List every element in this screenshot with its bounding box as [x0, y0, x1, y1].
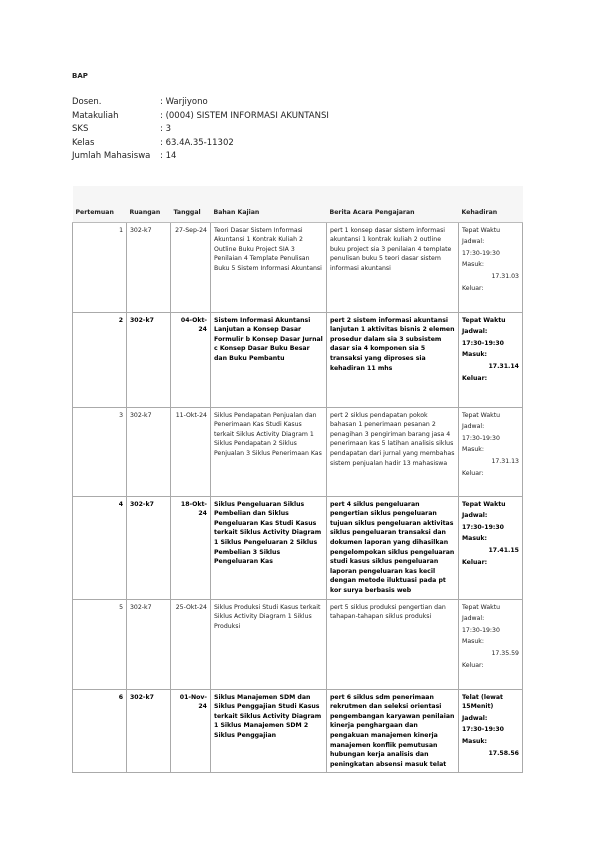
cell-bahan-kajian: Siklus Manajemen SDM dan Siklus Penggajian Studi Kasus terkait Siklus Activity Diagram 1 Siklus Manajemen SDM 2 Siklus Penggajian — [211, 689, 327, 773]
cell-berita-acara: pert 5 siklus produksi pengertian dan tahapan-tahapan siklus produksi — [327, 599, 459, 689]
cell-berita-acara: pert 2 siklus pendapatan pokok bahasan 1 penerimaan pesanan 2 penagihan 3 pengiriman barang jasa 4 penerimaan kas 5 latihan analisis siklus pendapatan dari jurnal yang membahas sistem penjualan hadir 13 mahasiswa — [327, 407, 459, 496]
checkin-label: Masuk: — [462, 351, 488, 359]
checkin-label: Masuk: — [462, 446, 484, 454]
schedule-label: Jadwal: — [462, 423, 485, 431]
cell-pertemuan: 5 — [73, 599, 127, 689]
cell-kehadiran — [459, 222, 523, 312]
attendance-status: Tepat Waktu — [462, 411, 501, 419]
cell-tanggal: 18-Okt-24 — [171, 496, 211, 599]
info-label: Jumlah Mahasiswa — [72, 151, 151, 162]
cell-bahan-kajian: Siklus Produksi Studi Kasus terkait Siklus Activity Diagram 1 Siklus Produksi — [211, 599, 327, 689]
schedule-time: 17:30-19:30 — [462, 626, 500, 634]
table-row — [73, 407, 523, 496]
cell-ruangan: 302-k7 — [127, 312, 171, 407]
info-row-matakuliah — [72, 110, 329, 124]
schedule-label: Jadwal: — [462, 328, 488, 336]
cell-pertemuan: 1 — [73, 222, 127, 312]
schedule-label: Jadwal: — [462, 615, 485, 623]
schedule-time: 17:30-19:30 — [462, 339, 504, 347]
schedule-label: Jadwal: — [462, 714, 488, 722]
schedule-time: 17:30-19:30 — [462, 249, 500, 257]
info-row-jumlah-mahasiswa — [72, 150, 329, 164]
cell-ruangan: 302-k7 — [127, 689, 171, 773]
table-header-row — [73, 186, 523, 222]
cell-tanggal: 11-Okt-24 — [171, 407, 211, 496]
checkout-label: Keluar: — [462, 469, 484, 477]
cell-pertemuan: 6 — [73, 689, 127, 773]
info-value: : 63.4A.35-11302 — [160, 137, 234, 148]
cell-pertemuan: 4 — [73, 496, 127, 599]
cell-bahan-kajian: Siklus Pengeluaran Siklus Pembelian dan Siklus Pengeluaran Kas Studi Kasus terkait Siklus Activity Diagram 1 Siklus Pengeluaran 2 Siklus Pembelian 3 Siklus Pengeluaran Kas — [211, 496, 327, 599]
cell-ruangan: 302-k7 — [127, 222, 171, 312]
cell-kehadiran — [459, 312, 523, 407]
checkin-label: Masuk: — [462, 261, 484, 269]
cell-bahan-kajian: Teori Dasar Sistem Informasi Akuntansi 1 Kontrak Kuliah 2 Outline Buku Project SIA 3 Penilaian 4 Template Penulisan Buku 5 Sistem Informasi Akuntansi — [211, 222, 327, 312]
cell-kehadiran — [459, 496, 523, 599]
attendance-status: Tepat Waktu — [462, 226, 501, 234]
cell-berita-acara: pert 2 sistem informasi akuntansi lanjutan 1 aktivitas bisnis 2 elemen prosedur dalam sia 3 subsistem dasar sia 4 komponen sia 5 transaksi yang diproses sia kehadiran 11 mhs — [327, 312, 459, 407]
checkout-label: Keluar: — [462, 284, 484, 292]
cell-tanggal: 04-Okt-24 — [171, 312, 211, 407]
table-row — [73, 599, 523, 689]
checkin-label: Masuk: — [462, 638, 484, 646]
checkin-time: 17.31.13 — [491, 457, 519, 465]
info-label: SKS — [72, 124, 89, 135]
cell-bahan-kajian: Siklus Pendapatan Penjualan dan Penerimaan Kas Studi Kasus terkait Siklus Activity Diagram 1 Siklus Pendapatan 2 Siklus Penjualan 3 Siklus Penerimaan Kas — [211, 407, 327, 496]
cell-tanggal: 01-Nov-24 — [171, 689, 211, 773]
cell-ruangan: 302-k7 — [127, 407, 171, 496]
cell-pertemuan: 2 — [73, 312, 127, 407]
table-row — [73, 496, 523, 599]
checkin-time: 17.31.03 — [491, 272, 519, 280]
col-header-pertemuan: Pertemuan — [73, 186, 127, 222]
info-label: Matakuliah — [72, 110, 119, 121]
checkin-time: 17.41.15 — [488, 546, 519, 554]
table-row — [73, 689, 523, 773]
attendance-table-container — [72, 186, 522, 773]
checkout-label: Keluar: — [462, 661, 484, 669]
info-row-sks — [72, 123, 329, 137]
col-header-berita-acara: Berita Acara Pengajaran — [327, 186, 459, 222]
table-row — [73, 312, 523, 407]
cell-berita-acara: pert 1 konsep dasar sistem informasi akuntansi 1 kontrak kuliah 2 outline buku project sia 3 penilaian 4 template penulisan buku 5 teori dasar sistem informasi akuntansi — [327, 222, 459, 312]
col-header-kehadiran: Kehadiran — [459, 186, 523, 222]
attendance-status: Tepat Waktu — [462, 603, 501, 611]
cell-berita-acara: pert 4 siklus pengeluaran pengertian siklus pengeluaran tujuan siklus pengeluaran aktivitas siklus pengeluaran transaksi dan dokumen laporan yang dihasilkan pengelompokan siklus pengeluaran studi kasus siklus pengeluaran laporan pengeluaran kas kecil dengan metode iluktuasi pada pt kor surya berbasis web — [327, 496, 459, 599]
checkin-label: Masuk: — [462, 737, 488, 745]
cell-kehadiran — [459, 599, 523, 689]
cell-kehadiran — [459, 689, 523, 773]
attendance-status: Telat (lewat 15Menit) — [462, 693, 503, 711]
cell-ruangan: 302-k7 — [127, 496, 171, 599]
info-label: Kelas — [72, 137, 95, 148]
cell-kehadiran — [459, 407, 523, 496]
checkin-time: 17.35.59 — [491, 649, 519, 657]
schedule-time: 17:30-19:30 — [462, 523, 504, 531]
cell-tanggal: 25-Okt-24 — [171, 599, 211, 689]
attendance-table — [72, 186, 523, 773]
table-body — [73, 222, 523, 773]
checkin-time: 17.31.14 — [488, 362, 519, 370]
checkin-label: Masuk: — [462, 535, 488, 543]
checkin-time: 17.58.56 — [488, 749, 519, 757]
col-header-bahan-kajian: Bahan Kajian — [211, 186, 327, 222]
checkout-label: Keluar: — [462, 374, 488, 382]
col-header-ruangan: Ruangan — [127, 186, 171, 222]
info-label: Dosen. — [72, 97, 102, 107]
cell-ruangan: 302-k7 — [127, 599, 171, 689]
schedule-label: Jadwal: — [462, 512, 488, 520]
table-row — [73, 222, 523, 312]
info-row-dosen — [72, 96, 329, 110]
cell-pertemuan: 3 — [73, 407, 127, 496]
schedule-time: 17:30-19:30 — [462, 434, 500, 442]
info-value: : 14 — [160, 151, 177, 162]
course-info — [72, 96, 329, 164]
cell-berita-acara: pert 6 siklus sdm penerimaan rekrutmen dan seleksi orientasi pengembangan karyawan penilaian kinerja penghargaan dan pengakuan manajemen kinerja manajemen konflik pemutusan hubungan kerja analisis dan peningkatan absensi masuk telat — [327, 689, 459, 773]
info-value: : 3 — [160, 124, 171, 135]
info-value: : (0004) SISTEM INFORMASI AKUNTANSI — [160, 110, 329, 121]
checkout-label: Keluar: — [462, 558, 488, 566]
attendance-status: Tepat Waktu — [462, 500, 506, 508]
col-header-tanggal: Tanggal — [171, 186, 211, 222]
info-value: : Warjiyono — [160, 97, 208, 107]
schedule-time: 17:30-19:30 — [462, 726, 504, 734]
document-title: BAP — [72, 72, 88, 80]
info-row-kelas — [72, 137, 329, 151]
cell-bahan-kajian: Sistem Informasi Akuntansi Lanjutan a Konsep Dasar Formulir b Konsep Dasar Jurnal c Konsep Dasar Buku Besar dan Buku Pembantu — [211, 312, 327, 407]
schedule-label: Jadwal: — [462, 238, 485, 246]
cell-tanggal: 27-Sep-24 — [171, 222, 211, 312]
attendance-status: Tepat Waktu — [462, 316, 506, 324]
